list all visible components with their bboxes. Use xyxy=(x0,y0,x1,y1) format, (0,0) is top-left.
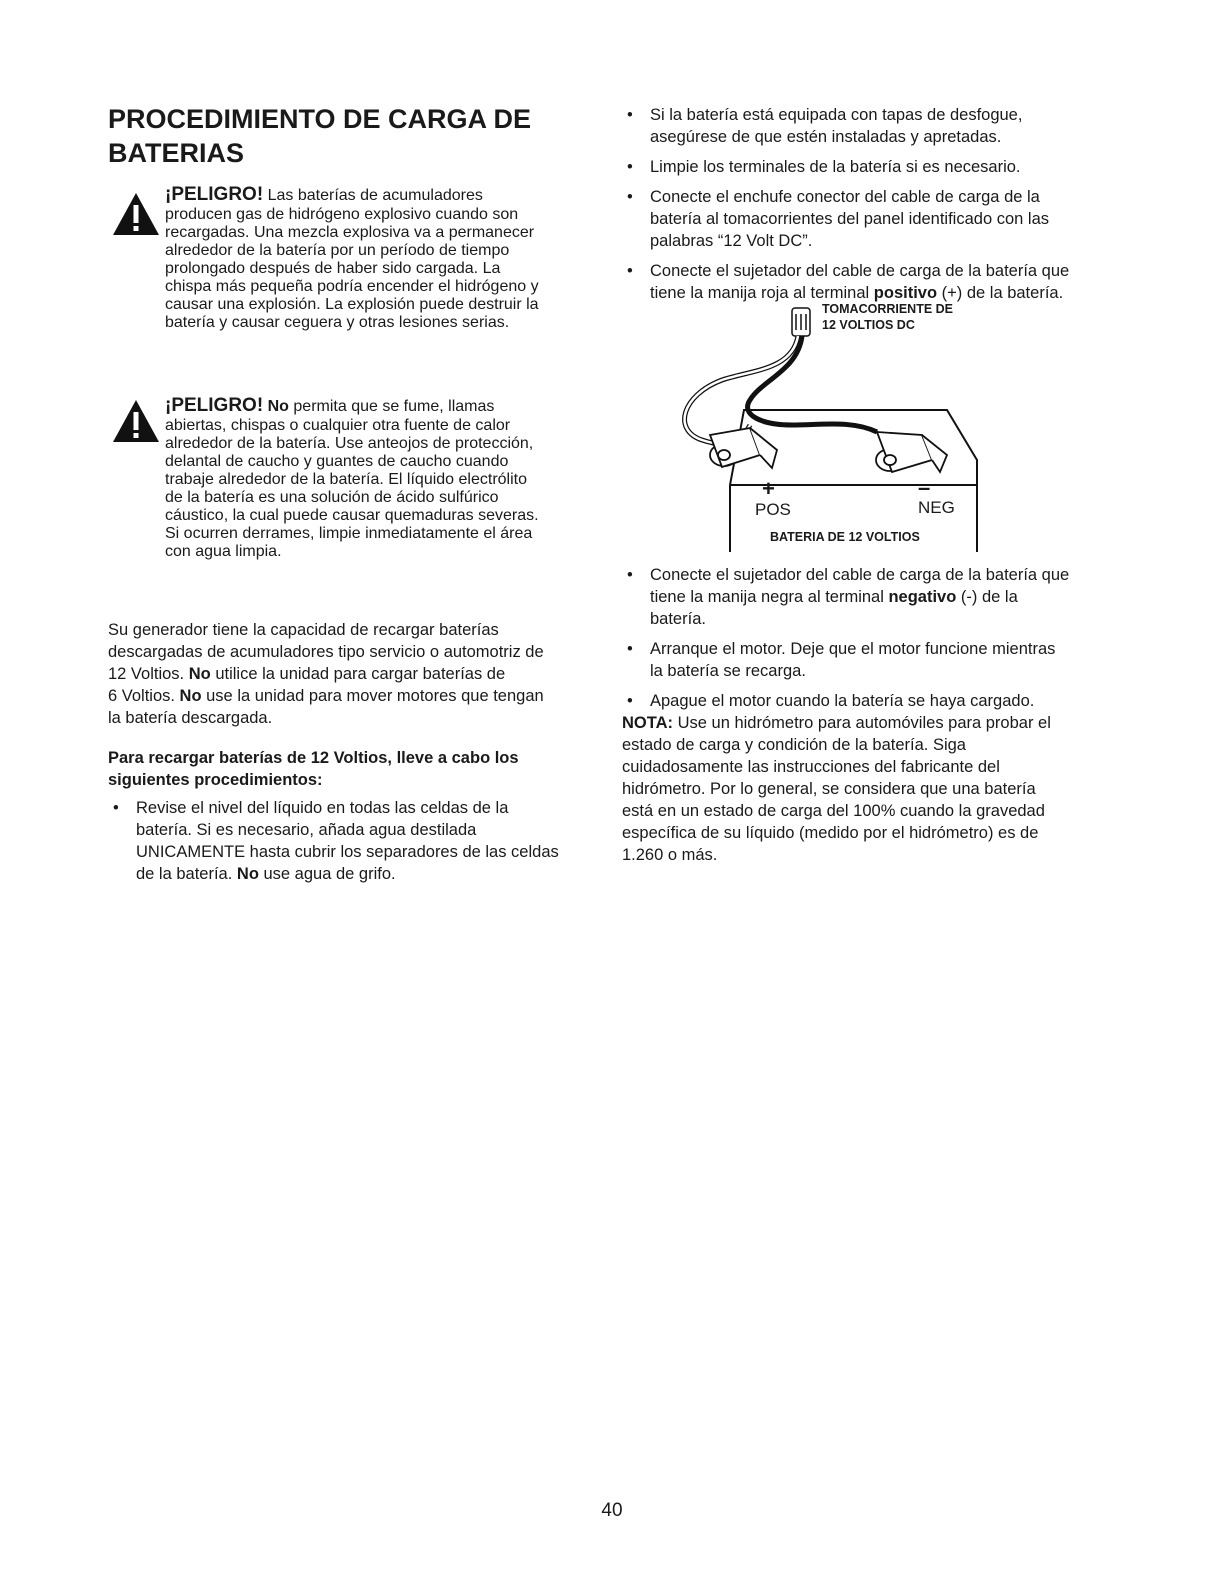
note-paragraph: NOTA: Use un hidrómetro para automóviles para probar el estado de carga y condición de la batería. Siga cuidadosamente las instrucciones del fabricante del hidrómetro. Por lo general, se considera que una batería está en un estado de carga del 100% cuando la gravedad específica de su líquido (medido por el hidrómetro) es de 1.260 o más. xyxy=(622,714,1051,864)
list-item: • Conecte el sujetador del cable de carga de la batería que tiene la manija roja al terminal positivo (+) de la batería. xyxy=(627,262,1070,302)
list-item: • Revise el nivel del líquido en todas las celdas de la batería. Si es necesario, añada agua destilada UNICAMENTE hasta cubrir los separadores de las celdas de la batería. No use agua de grifo. xyxy=(113,799,559,883)
danger-notice-hydrogen xyxy=(108,184,598,332)
list-item: • Arranque el motor. Deje que el motor funcione mientras la batería se recarga. xyxy=(627,640,1056,680)
plus-sign: + xyxy=(762,476,775,501)
page-number: 40 xyxy=(601,1500,623,1521)
list-item: • Si la batería está equipada con tapas de desfogue, asegúrese de que estén instaladas y apretadas. xyxy=(627,106,1023,146)
bullet-icon: • xyxy=(627,640,633,658)
bullet-icon: • xyxy=(627,188,633,206)
intro-paragraph: Su generador tiene la capacidad de recargar baterías descargadas de acumuladores tipo servicio o automotriz de 12 Voltios. No utilice la unidad para cargar baterías de 6 Voltios. No use la unidad para mover motores que tengan la batería descargada. xyxy=(108,621,544,727)
warning-triangle-icon xyxy=(112,192,160,236)
danger-notice-fire xyxy=(108,395,598,561)
warning-triangle-icon xyxy=(112,399,160,443)
list-item: • Conecte el enchufe conector del cable de carga de la batería al tomacorrientes del panel identificado con las palabras “12 Volt DC”. xyxy=(627,188,1049,250)
left-bullet-list xyxy=(108,797,594,893)
note-label: NOTA: xyxy=(622,714,674,732)
danger-text: ¡PELIGRO! No permita que se fume, llamas abiertas, chispas o cualquier otra fuente de calor alrededor de la batería. Use anteojos de protección, delantal de caucho y guantes de caucho cuando trabaje alrededor de la batería. El líquido electrólito de la batería es una solución de ácido sulfúrico cáustico, la cual puede causar quemaduras severas. Si ocurren derrames, limpie inmediatamente el área con agua limpia. xyxy=(165,395,539,560)
bullet-icon: • xyxy=(627,106,633,124)
bullet-icon: • xyxy=(627,158,633,176)
danger-keyword: ¡PELIGRO! xyxy=(165,395,264,416)
bullet-icon: • xyxy=(627,566,633,584)
outlet-label: TOMACORRIENTE DE 12 VOLTIOS DC xyxy=(822,302,954,332)
bullet-icon: • xyxy=(627,692,633,710)
danger-text: ¡PELIGRO! Las baterías de acumuladores producen gas de hidrógeno explosivo cuando son recargadas. Una mezcla explosiva va a permanecer alrededor de la batería por un período de tiempo prolongado después de haber sido cargada. La chispa más pequeña podría encender el hidrógeno y causar una explosión. La explosión puede destruir la batería y causar ceguera y otras lesiones serias. xyxy=(165,184,539,331)
minus-sign: – xyxy=(918,475,931,500)
list-item: • Limpie los terminales de la batería si es necesario. xyxy=(627,158,1021,176)
page-title: PROCEDIMIENTO DE CARGA DE BATERIAS xyxy=(108,104,532,168)
right-bullet-list-top xyxy=(622,104,1112,312)
bullet-icon: • xyxy=(113,799,119,817)
battery-label: BATERIA DE 12 VOLTIOS xyxy=(770,530,920,544)
pos-terminal-label: POS xyxy=(755,500,791,519)
list-item: • Conecte el sujetador del cable de carga de la batería que tiene la manija negra al terminal negativo (-) de la batería. xyxy=(627,566,1070,628)
danger-keyword: ¡PELIGRO! xyxy=(165,184,264,205)
neg-terminal-label: NEG xyxy=(918,498,955,517)
battery-cable-drawing xyxy=(622,300,1108,560)
right-bullet-list-bottom xyxy=(622,564,1112,720)
bullet-icon: • xyxy=(627,262,633,280)
list-item: • Apague el motor cuando la batería se haya cargado. xyxy=(627,692,1035,710)
battery-charging-diagram xyxy=(622,300,1108,560)
procedure-subheading: Para recargar baterías de 12 Voltios, lleve a cabo los siguientes procedimientos: xyxy=(108,749,519,789)
